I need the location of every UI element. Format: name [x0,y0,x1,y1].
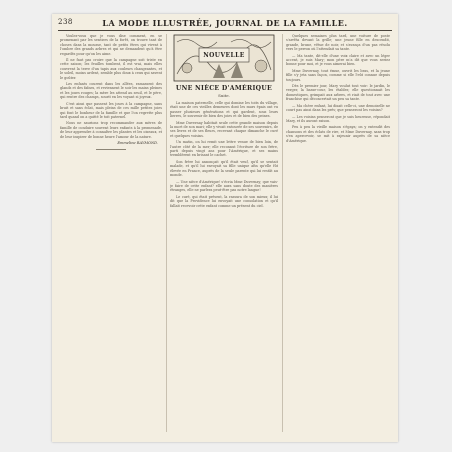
paragraph: Les enfants courent dans les allées, ramassent des glands et des faînes, et reviennent le soir les mains pleines et les joues rouges; la mère les attend au seuil, et le père, qui rentre des champs, sourit en les voyant si joyeux. [60,82,162,100]
vignette-label: NOUVELLE [203,52,245,59]
header-rule [58,30,392,31]
column-middle [170,34,278,432]
running-title: LA MODE ILLUSTRÉE, JOURNAL DE LA FAMILLE. [102,18,348,28]
paragraph: Mme Duvernay habitait seule cette grande maison depuis la mort de son mari; elle y vivait entourée de ses souvenirs, de ses livres et de ses fleurs, recevant chaque dimanche le curé et quelques voisins. [170,120,278,138]
column-gutter [282,34,283,432]
author-signature: Emmeline RAYMOND. [117,140,158,145]
paragraph: Un matin, on lui remit une lettre venue de bien loin, de l'autre côté de la mer; elle reconnut l'écriture de son frère, parti depuis vingt ans pour l'Amérique, et ses mains tremblèrent en brisant le cachet. [170,140,278,158]
paragraph: Dès le premier jour, Mary voulut tout voir: le jardin, le verger, la basse-cour, les étables; elle questionnait les domestiques, grimpait aux arbres, et riait de tout avec une franchise qui déconcertait un peu sa tante. [286,84,390,102]
story-vignette [173,34,275,82]
paragraph: Il ne faut pas croire que la campagne soit triste en cette saison; les feuilles tombent, il est vrai, mais elles couvrent la terre d'un tapis aux couleurs changeantes, et le soleil, moins ardent, semble plus doux à ceux qui savent le goûter. [60,58,162,80]
paragraph: Son frère lui annonçait qu'il était veuf, qu'il se sentait malade, et qu'il lui envoyait sa fille unique afin qu'elle fût élevée en France, auprès de la seule parente qui lui restât au monde. [170,159,278,178]
paragraph: Nous ne saurions trop recommander aux mères de famille de conduire souvent leurs enfants à la promenade, de leur apprendre à connaître les plantes et les oiseaux, et de leur inspirer de bonne heure l'amour de la nature. [60,121,162,139]
story-subtitle: Suite. [218,93,230,98]
paragraph: Voulez-vous que je vous dise comment, en se promenant par les sentiers de la forêt, on trouve tant de choses dans la mousse, tant de petits êtres qui vivent à l'ombre des grands arbres et qui ne demandent qu'à être regardés pour qu'on les aime. [60,34,162,56]
paragraph: Mme Duvernay, tout émue, ouvrit les bras, et la jeune fille s'y jeta sans façon, comme si elle l'eût connue depuis toujours. [286,68,390,82]
paragraph: — Les voisins penseront que je suis heureuse, répondait Mary, et ils auront raison. [286,114,390,123]
paragraph: Quelques semaines plus tard, une voiture de poste s'arrêta devant la grille; une jeune fille en descendit, grande, brune, vêtue de noir, et s'avança d'un pas résolu vers le perron où l'attendait sa tante. [286,34,390,52]
paragraph: Le curé, qui était présent, la rassura de son mieux; il lui dit que la Providence lui envoyait une consolation et qu'il fallait recevoir cette enfant comme un présent du ciel. [170,194,278,208]
paragraph: — Une nièce d'Amérique! s'écria Mme Duvernay; que vais-je faire de cette enfant? elle aura sans doute des manières étranges, elle ne parlera peut-être pas notre langue! [170,179,278,193]
paragraph: C'est ainsi que passent les jours à la campagne, sans bruit et sans éclat, mais pleins de ces mille petites joies qui font le bonheur de la famille et que l'on regrette plus tard quand on a quitté le toit paternel. [60,101,162,119]
page-number: 238 [58,18,73,26]
section-divider [96,149,126,150]
paragraph: — Ma chère enfant, lui disait celle-ci, une demoiselle ne court pas ainsi dans les prés; que penseront les voisins? [286,103,390,113]
newspaper-page [52,14,398,442]
story-title: UNE NIÈCE D'AMÉRIQUE [175,85,273,92]
column-gutter [166,34,167,432]
paragraph: — Ma tante, dit-elle d'une voix claire et avec un léger accent, je suis Mary; mon père m'a dit que vous seriez bonne pour moi, et je vous aimerai bien. [286,53,390,67]
column-left [60,34,162,432]
paragraph: La maison paternelle, celle qui domine les toits du village, était une de ces vieilles demeures dont les murs épais ont vu passer plusieurs générations et qui gardent, sous leurs lierres, le souvenir de bien des joies et de bien des peines. [170,101,278,119]
column-right [286,34,390,432]
paragraph: Peu à peu la vieille maison s'égaya; on y entendit des chansons et des éclats de rire, et Mme Duvernay, sans trop s'en apercevoir, se mit à rajeunir auprès de sa nièce d'Amérique. [286,125,390,143]
